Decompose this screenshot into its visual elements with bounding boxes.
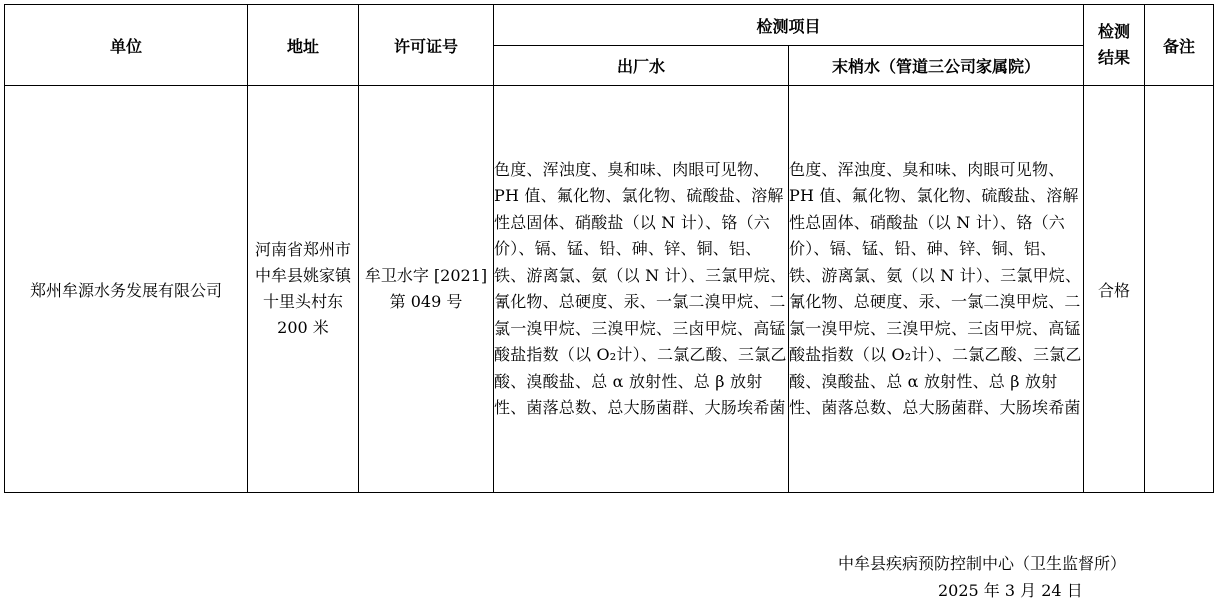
cell-unit: 郑州牟源水务发展有限公司: [5, 86, 248, 493]
issue-date: 2025 年 3 月 24 日: [938, 581, 1083, 600]
cell-result: 合格: [1084, 86, 1145, 493]
issuing-organization: 中牟县疾病预防控制中心（卫生监督所）: [838, 554, 1127, 573]
header-test-items: 检测项目: [494, 5, 1084, 46]
inspection-table: [4, 4, 1214, 493]
cell-factory-items: 色度、浑浊度、臭和味、肉眼可见物、PH 值、氟化物、氯化物、硫酸盐、溶解性总固体、硝酸盐（以 N 计）、铬（六价）、镉、锰、铅、砷、锌、铜、铝、铁、游离氯、氨（以 N 计）、三氯甲烷、氰化物、总硬度、汞、一氯二溴甲烷、二氯一溴甲烷、三溴甲烷、三卤甲烷、高锰酸盐指数（以 O₂计）、二氯乙酸、三氯乙酸、溴酸盐、总 α 放射性、总 β 放射性、菌落总数、总大肠菌群、大肠埃希菌: [494, 86, 789, 493]
header-tap-water: 末梢水（管道三公司家属院）: [789, 46, 1084, 86]
cell-permit: 牟卫水字 [2021]第 049 号: [359, 86, 494, 493]
header-address: 地址: [248, 5, 359, 86]
header-permit: 许可证号: [359, 5, 494, 86]
header-unit: 单位: [5, 5, 248, 86]
cell-tap-items: 色度、浑浊度、臭和味、肉眼可见物、PH 值、氟化物、氯化物、硫酸盐、溶解性总固体、硝酸盐（以 N 计）、铬（六价）、镉、锰、铅、砷、锌、铜、铝、铁、游离氯、氨（以 N 计）、三氯甲烷、氰化物、总硬度、汞、一氯二溴甲烷、二氯一溴甲烷、三溴甲烷、三卤甲烷、高锰酸盐指数（以 O₂计）、二氯乙酸、三氯乙酸、溴酸盐、总 α 放射性、总 β 放射性、菌落总数、总大肠菌群、大肠埃希菌: [789, 86, 1084, 493]
header-result-label: 检测结果: [1098, 22, 1131, 67]
table-row: [5, 86, 1214, 493]
header-remark: 备注: [1145, 5, 1214, 86]
header-row-1: [5, 5, 1214, 46]
header-result: [1084, 5, 1145, 86]
header-factory-water: 出厂水: [494, 46, 789, 86]
cell-remark: [1145, 86, 1214, 493]
cell-address: 河南省郑州市中牟县姚家镇十里头村东 200 米: [248, 86, 359, 493]
